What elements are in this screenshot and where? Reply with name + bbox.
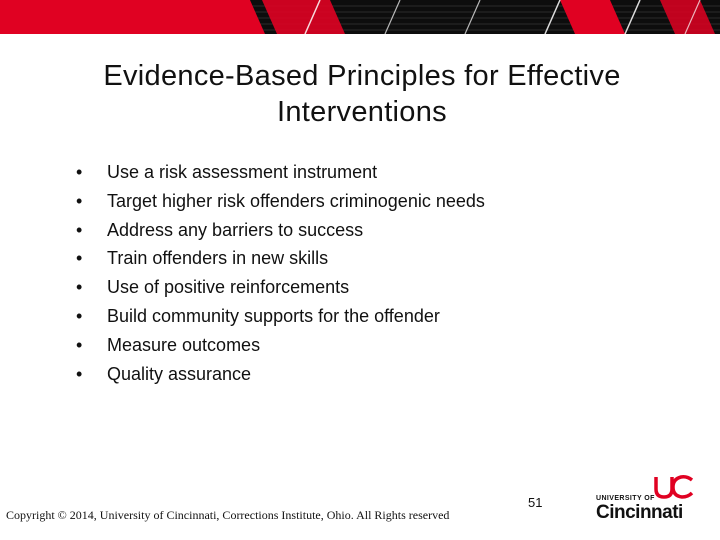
header-banner: [0, 0, 720, 34]
slide-title: [20, 58, 704, 130]
bullet-item: • Build community supports for the offender: [76, 302, 485, 331]
university-logo: [594, 474, 706, 526]
bullet-item: • Use of positive reinforcements: [76, 273, 485, 302]
bullet-item: • Quality assurance: [76, 360, 485, 389]
bullet-list: [76, 158, 485, 388]
slide-title-line-1: Evidence-Based Principles for Effective: [103, 60, 621, 92]
bullet-item: • Train offenders in new skills: [76, 244, 485, 273]
uc-monogram-icon: [652, 474, 696, 500]
logo-label-top: UNIVERSITY OF: [596, 495, 655, 502]
bullet-item: • Use a risk assessment instrument: [76, 158, 485, 187]
copyright-notice: Copyright © 2014, University of Cincinnati, Corrections Institute, Ohio. All Rights reserved: [6, 508, 450, 522]
logo-label-main: Cincinnati: [596, 502, 683, 523]
page-number: 51: [528, 495, 543, 510]
bullet-item: • Measure outcomes: [76, 331, 485, 360]
bullet-item: • Target higher risk offenders criminogenic needs: [76, 187, 485, 216]
bullet-item: • Address any barriers to success: [76, 216, 485, 245]
slide-title-line-2: Interventions: [277, 96, 447, 128]
